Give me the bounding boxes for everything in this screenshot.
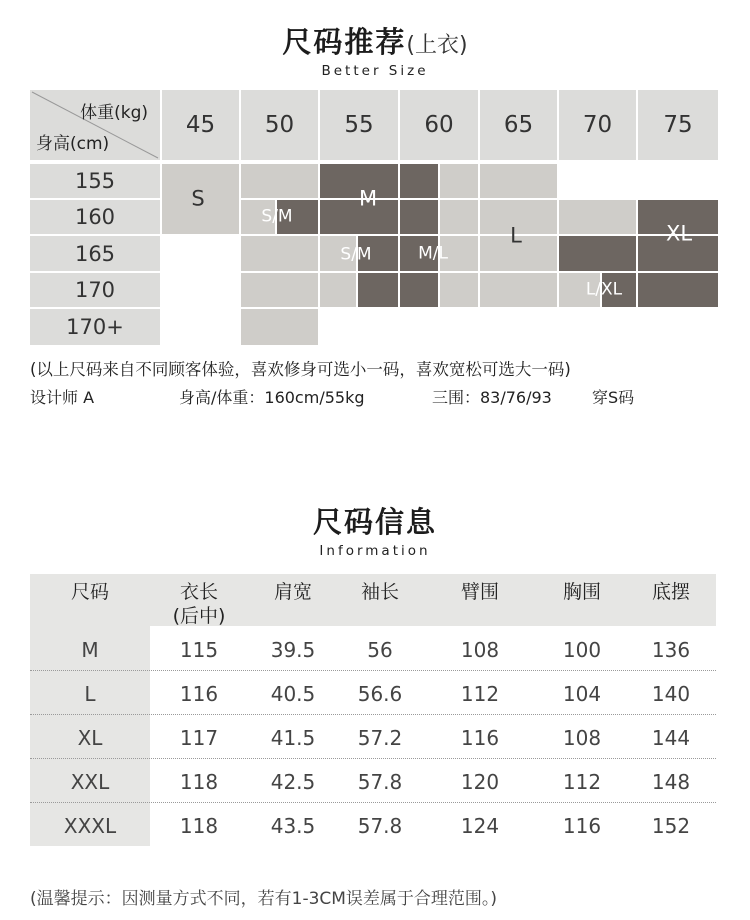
zone-block xyxy=(480,164,557,198)
corner-height-label: 身高(cm) xyxy=(36,134,110,154)
zone-block xyxy=(241,236,318,271)
zone-block xyxy=(400,200,438,234)
designer-size: 穿S码 xyxy=(592,388,635,407)
table-header-cell: 尺码 xyxy=(70,581,109,603)
zone-block xyxy=(400,273,438,307)
arm-cell: 116 xyxy=(460,726,500,750)
hem-cell: 148 xyxy=(651,770,691,794)
shoulder-cell: 39.5 xyxy=(270,638,316,662)
table-header-cell: 臂围 xyxy=(460,581,499,603)
height-label: 155 xyxy=(30,164,160,198)
hem-cell: 136 xyxy=(651,638,691,662)
zone-block xyxy=(559,236,636,271)
sleeve-cell: 56.6 xyxy=(357,682,403,706)
designer-height-weight: 身高/体重：160cm/55kg xyxy=(179,388,365,407)
size-label-ml: M/L xyxy=(418,243,448,264)
weight-header: 55 xyxy=(320,90,398,160)
size-cell: XXXL xyxy=(63,814,117,838)
size-label-lxl: L/XL xyxy=(585,279,623,300)
table-header-cell: 底摆 xyxy=(651,581,690,603)
recommend-note: (以上尺码来自不同顾客体验，喜欢修身可选小一码，喜欢宽松可选大一码) xyxy=(30,360,571,379)
zone-block xyxy=(241,164,318,198)
size-label-sm: S/M xyxy=(261,206,293,227)
row-divider xyxy=(30,670,716,671)
corner-weight-label: 体重(kg) xyxy=(80,103,148,123)
recommend-title-text: 尺码推荐 xyxy=(282,25,407,59)
zone-block xyxy=(440,273,478,307)
table-row xyxy=(30,716,716,760)
size-cell: L xyxy=(84,682,96,706)
arm-cell: 108 xyxy=(460,638,500,662)
arm-cell: 124 xyxy=(460,814,500,838)
height-label: 170+ xyxy=(30,309,160,345)
zone-block xyxy=(320,273,356,307)
size-label-xl: XL xyxy=(665,221,693,246)
zone-block xyxy=(480,273,557,307)
table-header-cell: 肩宽 xyxy=(273,581,312,603)
sleeve-cell: 56 xyxy=(367,638,393,662)
recommend-subtitle: Better Size xyxy=(321,63,429,79)
size-label-m: M xyxy=(358,186,378,211)
zone-block xyxy=(400,164,438,198)
zone-block xyxy=(559,200,636,234)
weight-header: 60 xyxy=(400,90,478,160)
table-row xyxy=(30,628,716,672)
size-info-title xyxy=(0,500,750,559)
sleeve-cell: 57.8 xyxy=(357,770,403,794)
chest-cell: 112 xyxy=(562,770,602,794)
zone-block xyxy=(241,309,318,345)
recommend-title-paren: (上衣) xyxy=(406,33,468,58)
arm-cell: 112 xyxy=(460,682,500,706)
weight-header: 75 xyxy=(638,90,718,160)
chest-cell: 104 xyxy=(562,682,602,706)
designer-measurements: 三围：83/76/93 xyxy=(432,388,552,407)
hem-cell: 140 xyxy=(651,682,691,706)
row-divider xyxy=(30,802,716,803)
size-label-sm: S/M xyxy=(340,244,372,265)
shoulder-cell: 40.5 xyxy=(270,682,316,706)
weight-header: 45 xyxy=(162,90,239,160)
chest-cell: 116 xyxy=(562,814,602,838)
size-cell: XXL xyxy=(70,770,110,794)
zone-block xyxy=(440,164,478,198)
shoulder-cell: 41.5 xyxy=(270,726,316,750)
weight-header: 70 xyxy=(559,90,636,160)
table-header-cell: 衣长 (后中) xyxy=(172,581,226,627)
info-subtitle: Information xyxy=(319,543,431,559)
length-cell: 116 xyxy=(179,682,219,706)
zone-block xyxy=(638,273,718,307)
sleeve-cell: 57.2 xyxy=(357,726,403,750)
zone-block xyxy=(358,273,398,307)
shoulder-cell: 43.5 xyxy=(270,814,316,838)
info-title-text: 尺码信息 xyxy=(312,505,437,539)
hem-cell: 152 xyxy=(651,814,691,838)
size-label-l: L xyxy=(510,223,522,248)
length-cell: 118 xyxy=(179,814,219,838)
sleeve-cell: 57.8 xyxy=(357,814,403,838)
table-row xyxy=(30,672,716,716)
chest-cell: 108 xyxy=(562,726,602,750)
length-cell: 117 xyxy=(179,726,219,750)
hem-cell: 144 xyxy=(651,726,691,750)
size-cell: XL xyxy=(77,726,103,750)
grid-corner-header xyxy=(30,90,160,160)
size-recommend-grid xyxy=(0,0,750,360)
height-label: 165 xyxy=(30,236,160,271)
length-cell: 118 xyxy=(179,770,219,794)
chest-cell: 100 xyxy=(562,638,602,662)
weight-header: 65 xyxy=(480,90,557,160)
length-cell: 115 xyxy=(179,638,219,662)
table-row xyxy=(30,804,716,848)
size-cell: M xyxy=(81,638,99,662)
height-label: 160 xyxy=(30,200,160,234)
table-header-cell: 袖长 xyxy=(360,581,399,603)
table-row xyxy=(30,760,716,804)
table-header-cell: 胸围 xyxy=(562,581,601,603)
designer-name: 设计师 A xyxy=(30,388,95,407)
arm-cell: 120 xyxy=(460,770,500,794)
row-divider xyxy=(30,758,716,759)
shoulder-cell: 42.5 xyxy=(270,770,316,794)
zone-block xyxy=(241,273,318,307)
size-label-s: S xyxy=(191,186,205,211)
weight-header: 50 xyxy=(241,90,318,160)
measurement-tip: (温馨提示：因测量方式不同，若有1-3CM误差属于合理范围。) xyxy=(30,889,498,909)
height-label: 170 xyxy=(30,273,160,307)
row-divider xyxy=(30,714,716,715)
zone-block xyxy=(440,200,478,234)
